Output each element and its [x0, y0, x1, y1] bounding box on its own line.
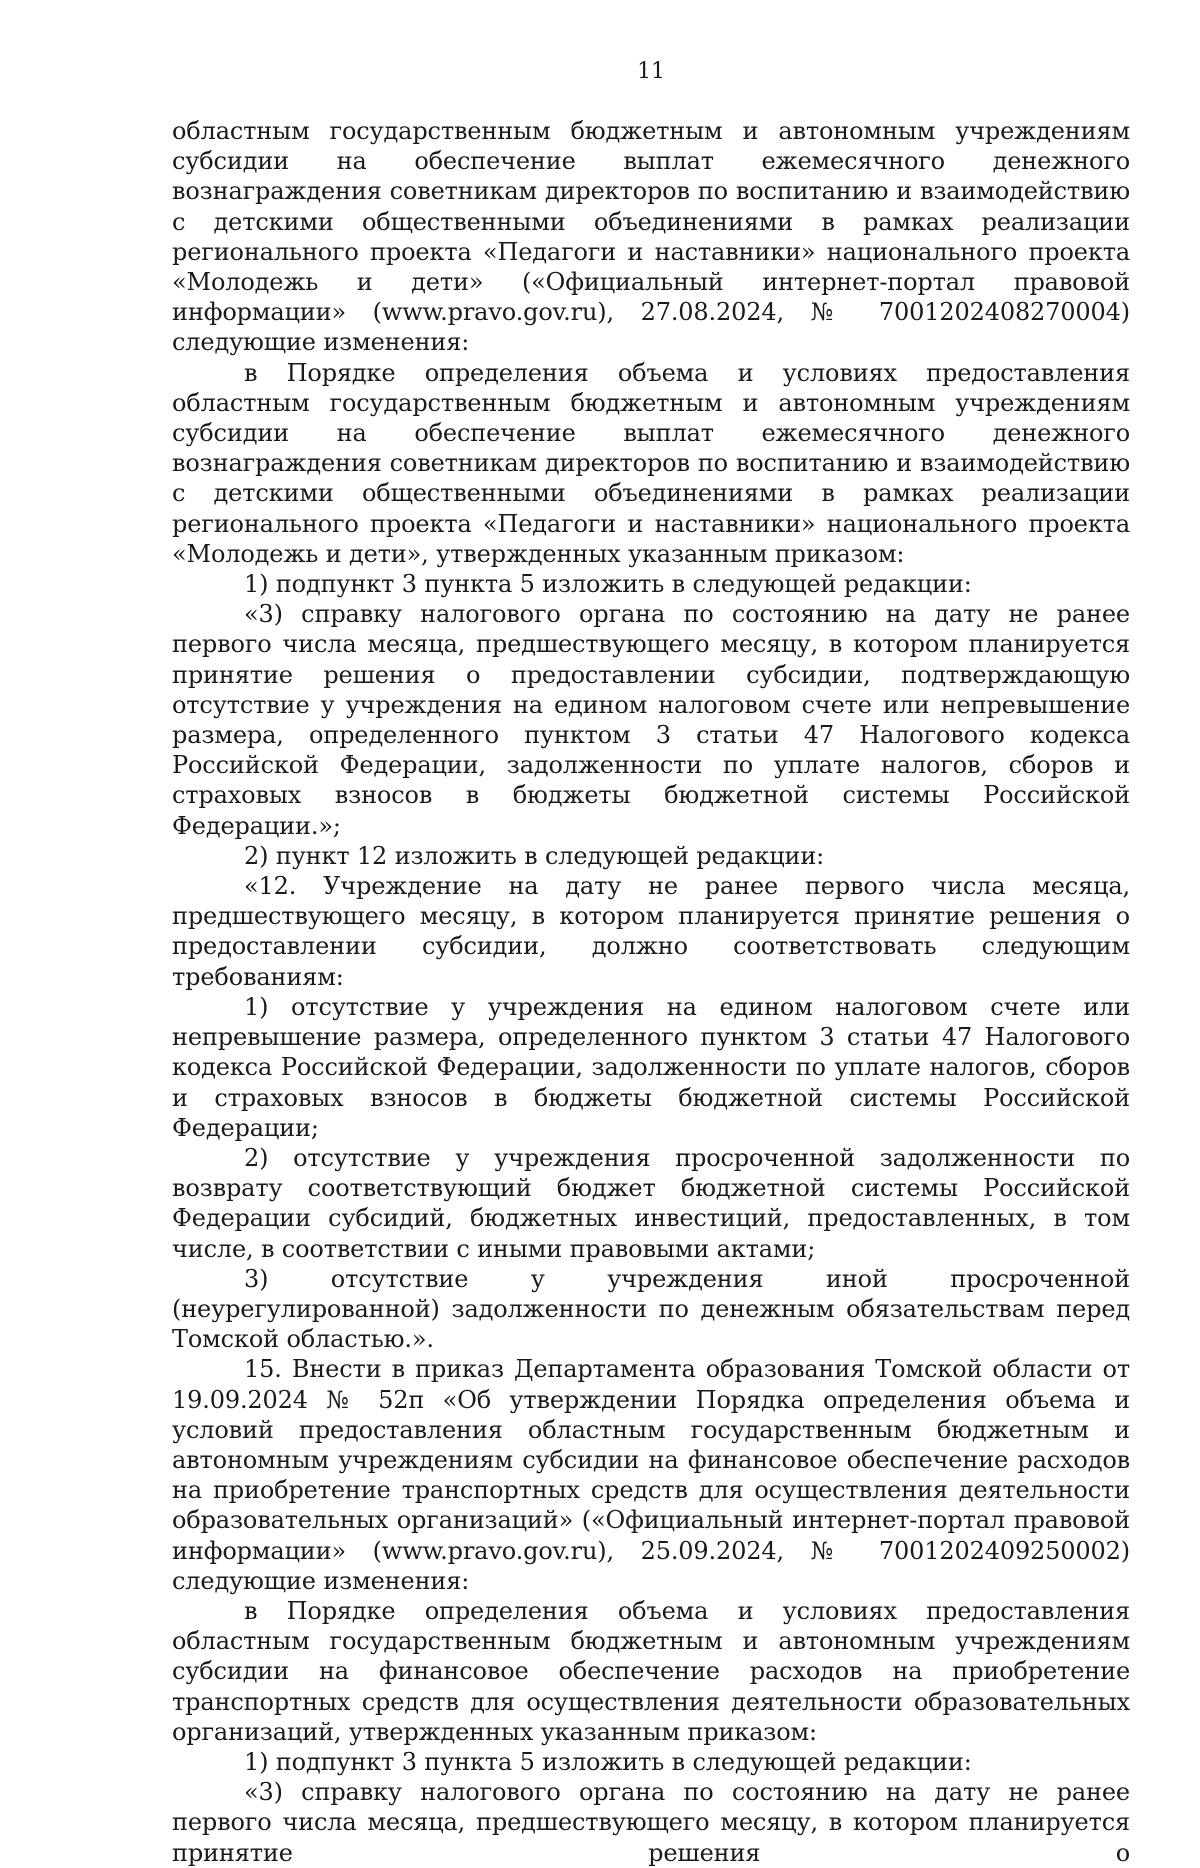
document-page: [172, 58, 1130, 1868]
page-number: 11: [637, 59, 665, 84]
paragraph: 3) отсутствие у учреждения иной просроченной (неурегулированной) задолженности по денежным обязательствам перед Томской областью.».: [172, 1264, 1130, 1354]
paragraph: 1) отсутствие у учреждения на едином налоговом счете или непревышение размера, определенного пунктом 3 статьи 47 Налогового кодекса Российской Федерации, задолженности по уплате налогов, сборов и страховых взносов в бюджеты бюджетной системы Российской Федерации;: [172, 992, 1130, 1142]
document-body: [172, 116, 1130, 1868]
paragraph: областным государственным бюджетным и автономным учреждениям субсидии на обеспечение выплат ежемесячного денежного вознаграждения советникам директоров по воспитанию и взаимодействию с детскими общественными объединениями в рамках реализации регионального проекта «Педагоги и наставники» национального проекта «Молодежь и дети» («Официальный интернет-портал правовой информации» (www.pravo.gov.ru), 27.08.2024, № 7001202408270004) следующие изменения:: [172, 117, 1130, 357]
paragraph: 1) подпункт 3 пункта 5 изложить в следующей редакции:: [244, 570, 972, 599]
paragraph: «3) справку налогового органа по состоянию на дату не ранее первого числа месяца, предшествующего месяцу, в котором планируется принятие решения о предоставлении субсидии, подтверждающую отсутствие у учреждения на едином налоговом счете или непревышение размера, определенного пунктом 3 статьи 47 Налогового кодекса Российской Федерации, задолженности по уплате налогов, сборов и страховых взносов в бюджеты бюджетной системы Российской Федерации.»;: [172, 600, 1130, 840]
paragraph: «12. Учреждение на дату не ранее первого числа месяца, предшествующего месяцу, в котором планируется принятие решения о предоставлении субсидии, должно соответствовать следующим требованиям:: [172, 872, 1130, 991]
paragraph: 1) подпункт 3 пункта 5 изложить в следующей редакции:: [244, 1747, 972, 1776]
paragraph: в Порядке определения объема и условиях предоставления областным государственным бюджетным и автономным учреждениям субсидии на финансовое обеспечение расходов на приобретение транспортных средств для осуществления деятельности образовательных организаций, утвержденных указанным приказом:: [172, 1596, 1130, 1746]
paragraph: 2) пункт 12 изложить в следующей редакции:: [244, 841, 825, 870]
paragraph: 15. Внести в приказ Департамента образования Томской области от 19.09.2024 № 52п «Об утверждении Порядка определения объема и условий предоставления областным государственным бюджетным и автономным учреждениям субсидии на финансовое обеспечение расходов на приобретение транспортных средств для осуществления деятельности образовательных организаций» («Официальный интернет-портал правовой информации» (www.pravo.gov.ru), 25.09.2024, № 7001202409250002) следующие изменения:: [172, 1355, 1130, 1595]
paragraph: в Порядке определения объема и условиях предоставления областным государственным бюджетным и автономным учреждениям субсидии на обеспечение выплат ежемесячного денежного вознаграждения советникам директоров по воспитанию и взаимодействию с детскими общественными объединениями в рамках реализации регионального проекта «Педагоги и наставники» национального проекта «Молодежь и дети», утвержденных указанным приказом:: [172, 358, 1130, 568]
paragraph: 2) отсутствие у учреждения просроченной задолженности по возврату соответствующий бюджет бюджетной системы Российской Федерации субсидий, бюджетных инвестиций, предоставленных, в том числе, в соответствии с иными правовыми актами;: [172, 1143, 1130, 1263]
paragraph: «3) справку налогового органа по состоянию на дату не ранее первого числа месяца, предшествующего месяцу, в котором планируется принятие решения о: [172, 1778, 1130, 1867]
